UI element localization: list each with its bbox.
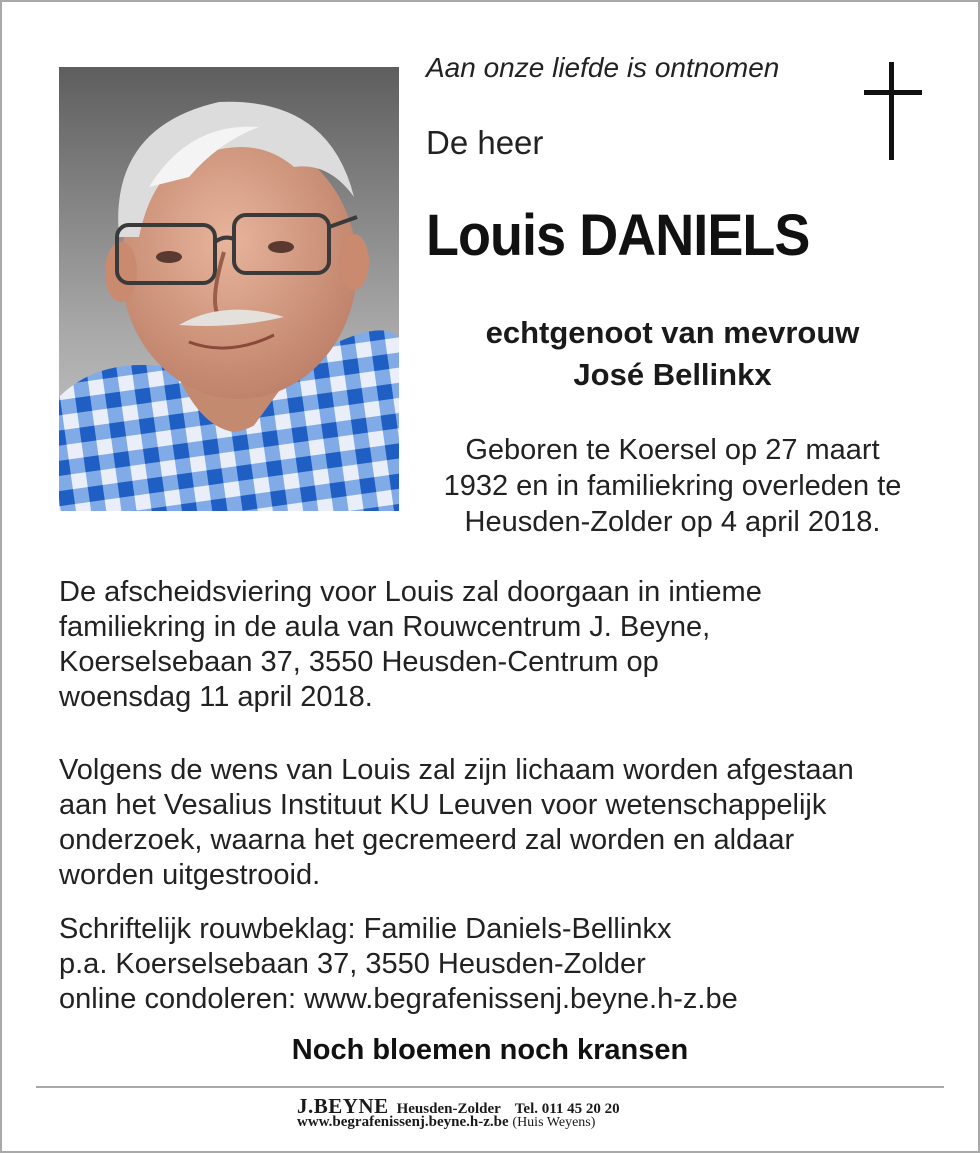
wish-line: Volgens de wens van Louis zal zijn lichaam worden afgestaan (59, 754, 854, 786)
birth-line: Geboren te Koersel op 27 maart (465, 434, 880, 466)
title-prefix: De heer (426, 124, 544, 161)
birth-line: Heusden-Zolder op 4 april 2018. (464, 506, 881, 538)
deceased-name: Louis DANIELS (426, 203, 810, 268)
footer-note: (Huis Weyens) (512, 1115, 596, 1130)
service-line: Koerselsebaan 37, 3550 Heusden-Centrum op (59, 646, 659, 678)
intro-line: Aan onze liefde is ontnomen (426, 52, 780, 83)
cross-icon (864, 62, 922, 160)
footer-phone: Tel. 011 45 20 20 (514, 1101, 620, 1117)
birth-line: 1932 en in familiekring overleden te (443, 470, 902, 502)
contact-line: p.a. Koerselsebaan 37, 3550 Heusden-Zolder (59, 948, 646, 980)
footer-brand: J.BEYNE (297, 1094, 389, 1118)
footer-url: www.begrafenissenj.beyne.h-z.be (297, 1114, 509, 1130)
service-line: woensdag 11 april 2018. (59, 681, 373, 713)
spouse-line: echtgenoot van mevrouw (485, 315, 860, 350)
footer-location: Heusden-Zolder (396, 1101, 501, 1117)
wish-line: worden uitgestrooid. (59, 859, 321, 891)
wish-line: aan het Vesalius Instituut KU Leuven voor wetenschappelijk (59, 789, 827, 821)
flowers-note: Noch bloemen noch kransen (291, 1034, 689, 1066)
contact-line: Schriftelijk rouwbeklag: Familie Daniels-Bellinkx (59, 913, 672, 945)
wish-line: onderzoek, waarna het gecremeerd zal worden en aldaar (59, 824, 795, 856)
service-line: familiekring in de aula van Rouwcentrum J. Beyne, (59, 611, 711, 643)
service-line: De afscheidsviering voor Louis zal doorgaan in intieme (59, 576, 762, 608)
portrait-photo (59, 67, 399, 511)
contact-line-url: online condoleren: www.begrafenissenj.beyne.h-z.be (59, 983, 738, 1015)
footer-divider (36, 1086, 944, 1088)
spouse-name: José Bellinkx (573, 357, 772, 392)
